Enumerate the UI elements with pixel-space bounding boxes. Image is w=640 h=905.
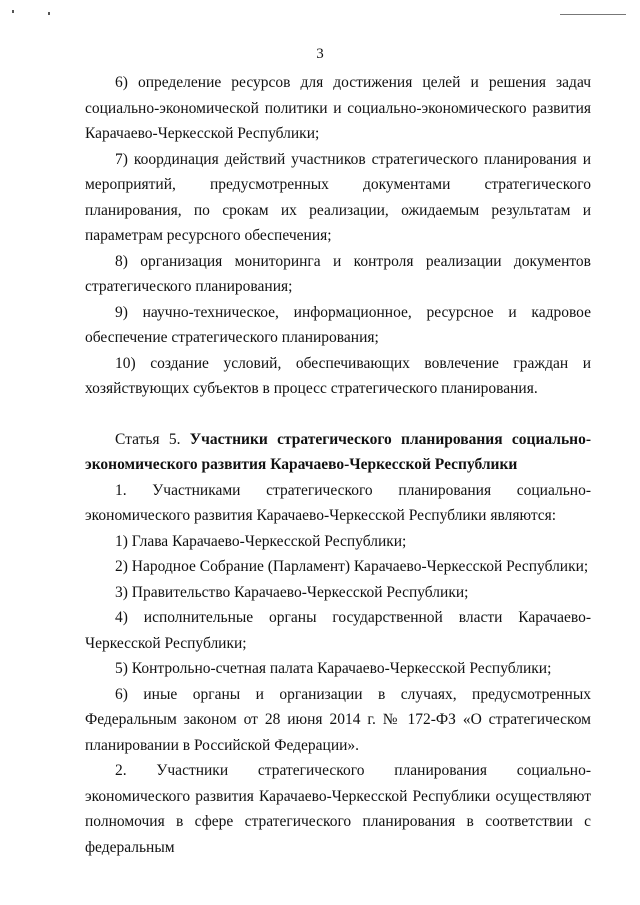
list-item-8: 8) организация мониторинга и контроля реализации документов стратегического планирования; [85,252,591,295]
participant-item-4: 4) исполнительные органы государственной власти Карачаево-Черкесской Республики; [85,609,591,652]
document-body [85,70,591,860]
article-heading [85,427,591,478]
participant-item-5: 5) Контрольно-счетная палата Карачаево-Черкесской Республики; [115,660,552,677]
scan-mark [12,10,14,13]
scan-artifacts [0,0,640,22]
page-number: 3 [316,46,324,62]
section-gap [85,402,591,427]
article-title: Участники стратегического планирования социально-экономического развития Карачаево-Черкесской Республики [85,430,591,473]
list-item-10: 10) создание условий, обеспечивающих вовлечение граждан и хозяйствующих субъектов в процесс стратегического планирования. [85,354,591,397]
clause-1-intro: 1. Участниками стратегического планирования социально-экономического развития Карачаево-Черкесской Республики являются: [85,481,591,524]
participant-item-3: 3) Правительство Карачаево-Черкесской Республики; [115,583,469,601]
scan-mark [48,12,50,15]
clause-2: 2. Участники стратегического планирования социально-экономического развития Карачаево-Черкесской Республики осуществляют полномочия в сфере стратегического планирования в соответствии с федеральным [85,762,591,856]
participant-item-2: 2) Народное Собрание (Парламент) Карачаево-Черкесской Республики; [115,558,589,575]
list-item-7: 7) координация действий участников стратегического планирования и мероприятий, предусмотренных документами стратегического планирования, по срокам их реализации, ожидаемым результатам и параметрам ресурсного обеспечения; [85,150,591,244]
list-item-9: 9) научно-техническое, информационное, ресурсное и кадровое обеспечение стратегического планирования; [85,303,591,346]
article-prefix: Статья 5. [115,430,190,448]
participant-item-1: 1) Глава Карачаево-Черкесской Республики; [115,532,407,550]
list-item-6: 6) определение ресурсов для достижения целей и решения задач социально-экономической политики и социально-экономического развития Карачаево-Черкесской Республики; [85,74,591,142]
scan-line [560,14,626,15]
participant-item-6: 6) иные органы и организации в случаях, предусмотренных Федеральным законом от 28 июня 2014 г. № 172-ФЗ «О стратегическом планировании в Российской Федерации». [85,685,591,754]
